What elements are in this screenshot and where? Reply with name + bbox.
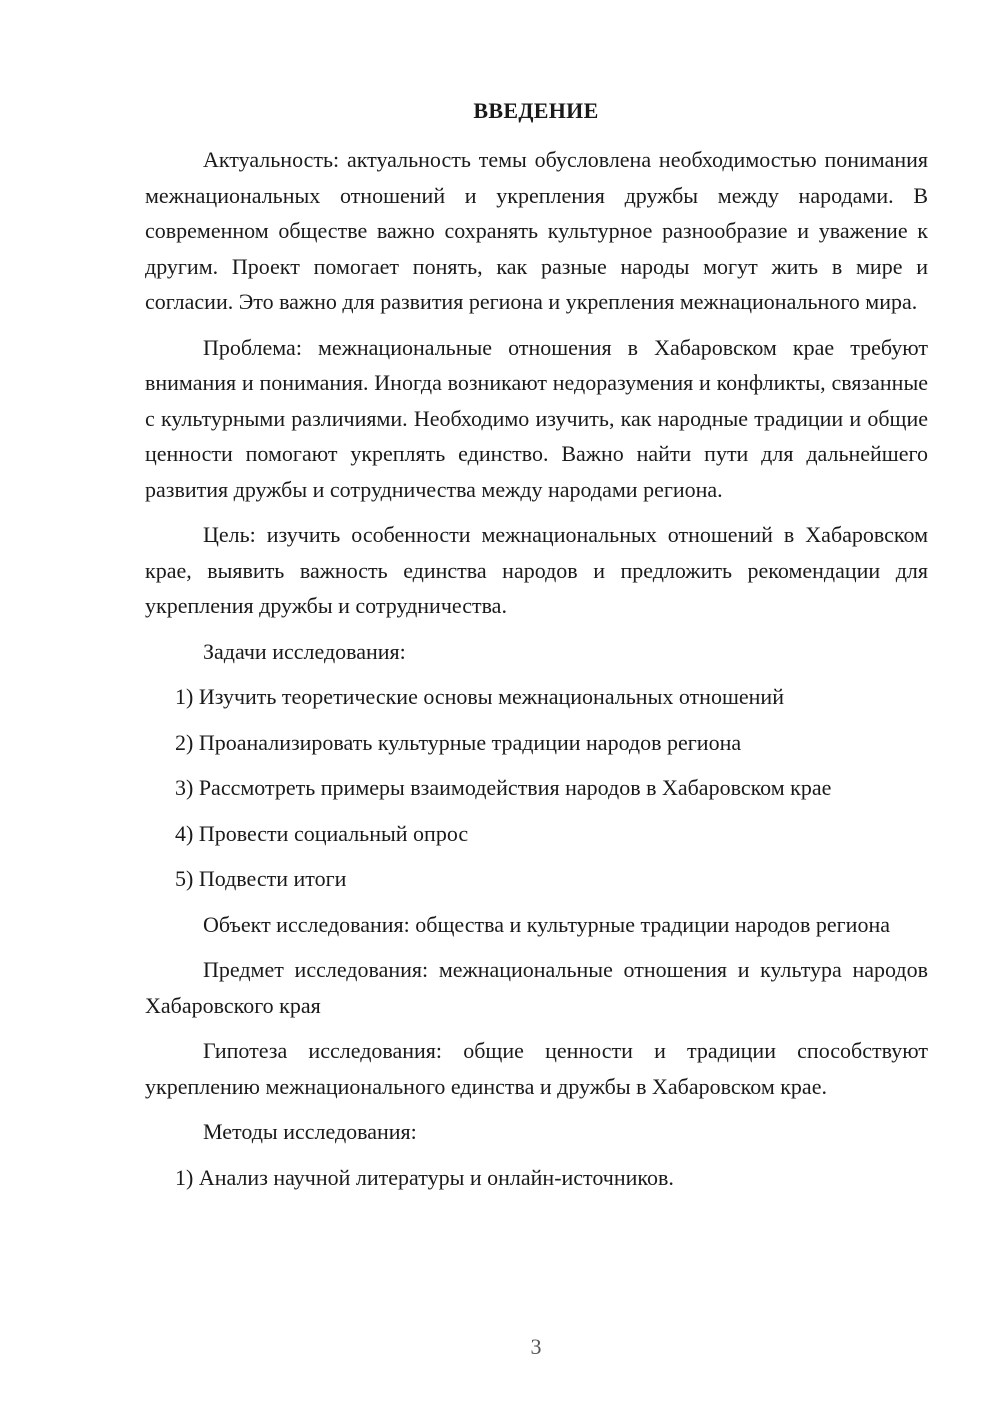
task-item: 3) Рассмотреть примеры взаимодействия народов в Хабаровском крае xyxy=(175,775,832,800)
hypothesis-paragraph: Гипотеза исследования: общие ценности и традиции способствуют укреплению межнационального единства и дружбы в Хабаровском крае. xyxy=(145,1038,928,1099)
problem-paragraph: Проблема: межнациональные отношения в Хабаровском крае требуют внимания и понимания. Иногда возникают недоразумения и конфликты, связанные с культурными различиями. Необходимо изучить, как народные традиции и общие ценности помогают укреплять единство. Важно найти пути для дальнейшего развития дружбы и сотрудничества между народами региона. xyxy=(145,334,928,502)
task-item: 2) Проанализировать культурные традиции народов региона xyxy=(175,729,742,755)
page-title: ВВЕДЕНИЕ xyxy=(473,98,599,123)
task-item: 4) Провести социальный опрос xyxy=(175,820,469,846)
relevance-paragraph: Актуальность: актуальность темы обусловлена необходимостью понимания межнациональных отношений и укрепления дружбы между народами. В современном обществе важно сохранять культурное разнообразие и уважение к другим. Проект помогает понять, как разные народы могут жить в мире и согласии. Это важно для развития региона и укрепления межнационального мира. xyxy=(145,147,928,314)
task-item: 5) Подвести итоги xyxy=(175,866,347,891)
goal-paragraph: Цель: изучить особенности межнациональных отношений в Хабаровском крае, выявить важность единства народов и предложить рекомендации для укрепления дружбы и сотрудничества. xyxy=(145,522,928,618)
method-item: 1) Анализ научной литературы и онлайн-источников. xyxy=(175,1164,674,1190)
page-number: 3 xyxy=(530,1334,542,1359)
document-body xyxy=(145,142,928,1195)
object-paragraph: Объект исследования: общества и культурные традиции народов региона xyxy=(203,911,890,937)
subject-paragraph: Предмет исследования: межнациональные отношения и культура народов Хабаровского края xyxy=(145,957,928,1018)
methods-heading: Методы исследования: xyxy=(203,1119,417,1144)
tasks-heading: Задачи исследования: xyxy=(203,638,406,664)
task-item: 1) Изучить теоретические основы межнациональных отношений xyxy=(175,684,784,709)
